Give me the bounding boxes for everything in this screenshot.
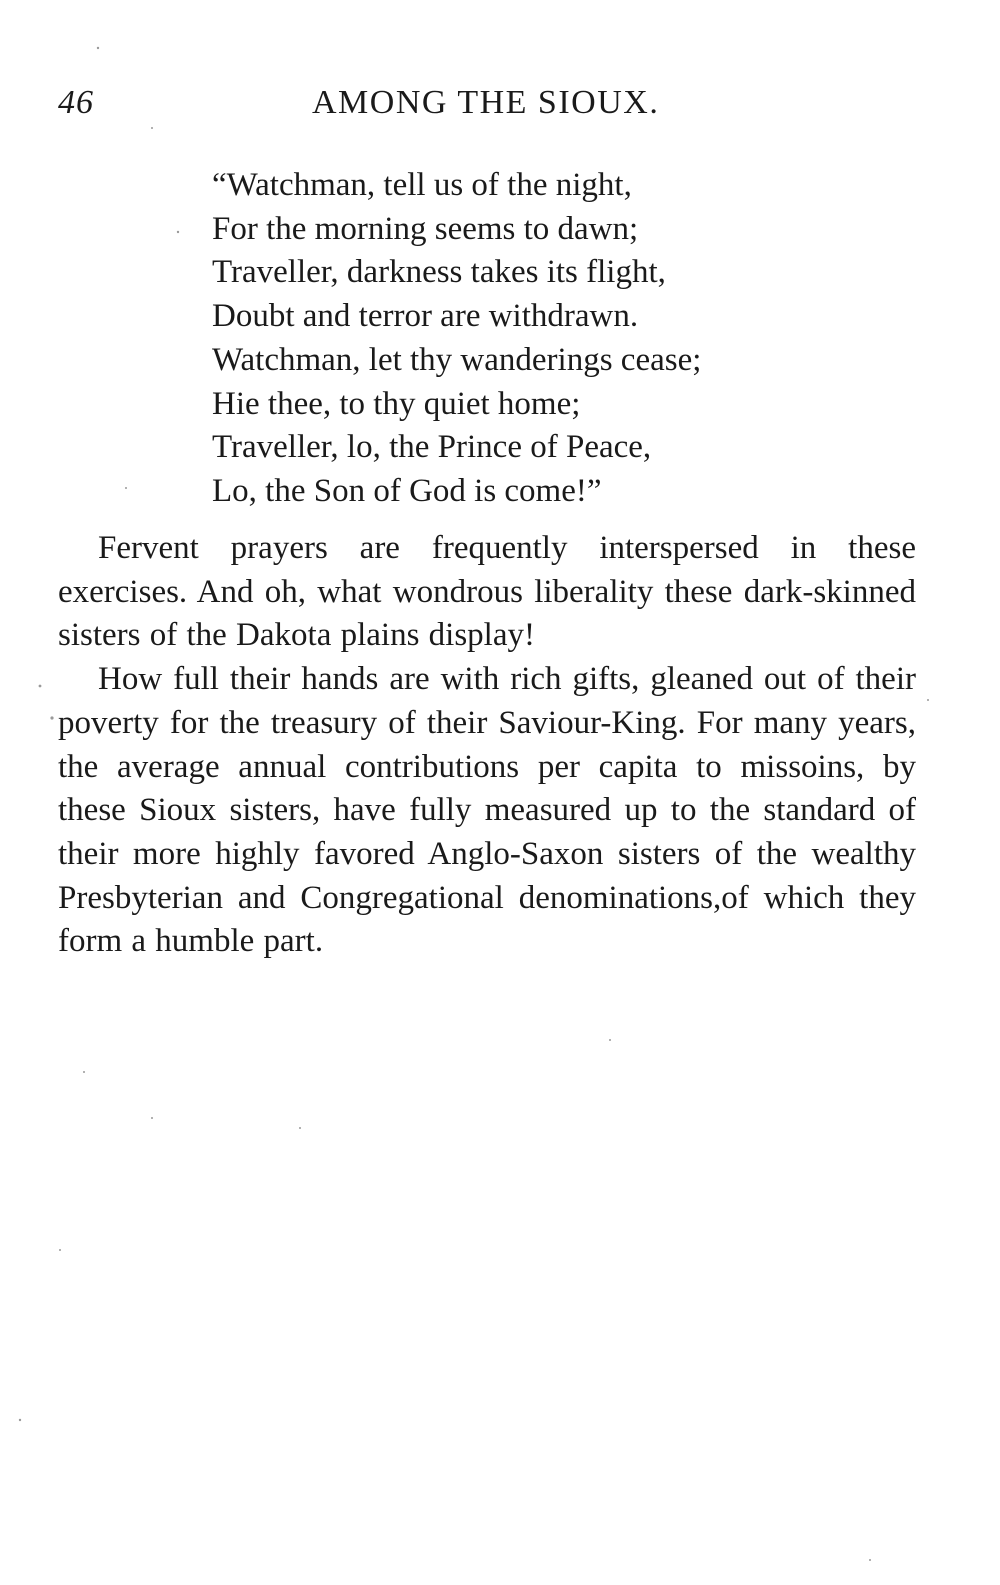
poem-line: Doubt and terror are withdrawn. bbox=[212, 298, 639, 335]
poem-line: Watchman, let thy wanderings cease; bbox=[212, 341, 702, 378]
paragraph-fervent-prayers: Fervent prayers are frequently interspersed in these exercises. And oh, what wondrous liberality these dark-skinned sisters of the Dakota plains display! bbox=[58, 530, 916, 654]
poem-line: “Watchman, tell us of the night, bbox=[212, 167, 632, 203]
poem-line: Hie thee, to thy quiet home; bbox=[212, 385, 581, 422]
page-number: 46 bbox=[58, 84, 94, 121]
poem-line: Traveller, lo, the Prince of Peace, bbox=[212, 429, 652, 466]
running-title: AMONG THE SIOUX. bbox=[312, 84, 660, 121]
hymn-stanza bbox=[212, 164, 852, 514]
running-head bbox=[58, 84, 918, 132]
body-text bbox=[58, 527, 916, 964]
poem-line: For the morning seems to dawn; bbox=[212, 210, 639, 247]
poem-line: Traveller, darkness takes its flight, bbox=[212, 254, 666, 291]
poem-line: Lo, the Son of God is come!” bbox=[212, 472, 602, 509]
paragraph-rich-gifts: How full their hands are with rich gifts, gleaned out of their poverty for the treasury of their Saviour-King. For many years, the average annual contributions per capita to missoins, by these Sioux sisters, have fully measured up to the standard of their more highly favored Anglo-Saxon sisters of the wealthy Presbyterian and Congregational denominations,of which they form a humble part. bbox=[58, 661, 916, 960]
